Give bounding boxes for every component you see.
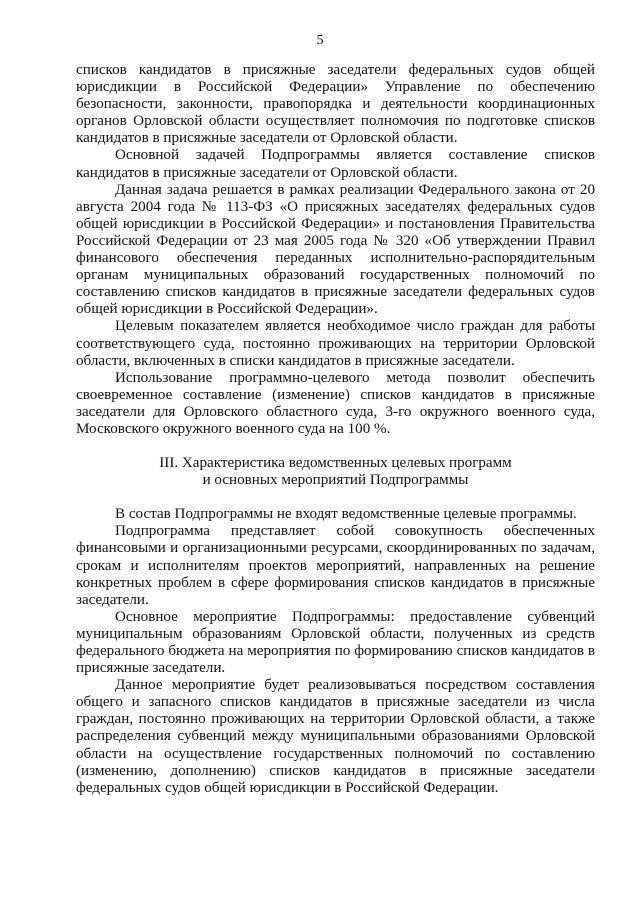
section-heading-line-2: и основных мероприятий Подпрограммы [202,472,469,489]
page-number: 5 [316,33,324,48]
paragraph-subprogram-definition: Подпрограмма представляет собой совокупность обеспеченных финансовыми и организационными ресурсами, скоординированных по задачам, срокам и исполнителям проектов мероприятий, направленных на решение конкретных проблем в сфере формирования списков кандидатов в присяжные заседатели. [76,523,595,608]
paragraph-legal-basis: Данная задача решается в рамках реализации Федерального закона от 20 августа 2004 года № 113-ФЗ «О присяжных заседателях федеральных судов общей юрисдикции в Российской Федерации» и постановления Правительства Российской Федерации от 23 мая 2005 года № 320 «Об утверждении Правил финансового обеспечения переданных исполнительно-распорядительным органам муниципальных образований государственных полномочий по составлению списков кандидатов в присяжные заседатели федеральных судов общей юрисдикции в Российской Федерации». [76,181,595,318]
section-heading [76,455,595,489]
paragraph-no-departmental-programs: В состав Подпрограммы не входят ведомственные целевые программы. [115,506,577,523]
paragraph-activity-implementation: Данное мероприятие будет реализовываться посредством составления общего и запасного списков кандидатов в присяжные заседатели из числа граждан, постоянно проживающих на территории Орловской области, а также распределения субвенций между муниципальными образованиями Орловской области на осуществление государственных полномочий по составлению (изменению, дополнению) списков кандидатов в присяжные заседатели федеральных судов общей юрисдикции в Российской Федерации. [76,677,595,796]
paragraph-target-indicator: Целевым показателем является необходимое число граждан для работы соответствующего суда, постоянно проживающих на территории Орловской области, включенных в списки кандидатов в присяжные заседатели. [76,318,595,369]
paragraph-main-activity: Основное мероприятие Подпрограммы: предоставление субвенций муниципальным образованиям Орловской области, полученных из средств федерального бюджета на мероприятия по формированию списков кандидатов в присяжные заседатели. [76,608,595,677]
paragraph-main-task: Основной задачей Подпрограммы является составление списков кандидатов в присяжные заседатели от Орловской области. [76,147,595,181]
document-body [76,62,595,797]
paragraph-program-method: Использование программно-целевого метода позволит обеспечить своевременное составление (изменение) списков кандидатов в присяжные заседатели для Орловского областного суда, 3-го окружного военного суда, Московского окружного военного суда на 100 %. [76,369,595,437]
section-heading-line-1: III. Характеристика ведомственных целевых программ [159,455,512,472]
paragraph-continuation: списков кандидатов в присяжные заседатели федеральных судов общей юрисдикции в Российской Федерации» Управление по обеспечению безопасности, законности, правопорядка и деятельности координационных органов Орловской области осуществляет полномочия по подготовке списков кандидатов в присяжные заседатели от Орловской области. [76,62,595,147]
